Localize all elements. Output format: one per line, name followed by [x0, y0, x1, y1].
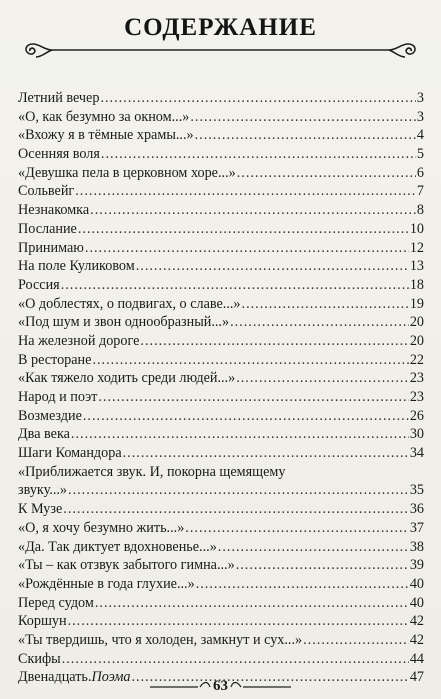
toc-page-number: 42 [409, 631, 424, 648]
toc-leader-dots [196, 575, 409, 594]
toc-entry [18, 650, 424, 669]
toc-entry [18, 351, 424, 370]
toc-leader-dots [236, 556, 409, 575]
toc-entry-title: Народ и поэт [18, 389, 98, 405]
toc-entry [18, 463, 424, 500]
toc-page-number: 12 [409, 239, 424, 256]
toc-leader-dots [123, 444, 409, 463]
toc-page-number: 30 [409, 426, 424, 443]
toc-entry [18, 425, 424, 444]
toc-leader-dots [136, 257, 409, 276]
toc-page-number: 35 [409, 482, 424, 499]
toc-entry [18, 575, 424, 594]
toc-entry-title: Россия [18, 276, 60, 293]
toc-page-number: 23 [409, 370, 424, 387]
toc-entry-title: Принимаю [18, 239, 84, 256]
toc-entry-title: Два века [18, 426, 70, 443]
toc-leader-dots [75, 182, 416, 201]
toc-leader-dots [83, 407, 409, 426]
toc-entry [18, 145, 424, 164]
toc-entry [18, 295, 424, 314]
toc-page-number: 19 [409, 295, 424, 312]
toc-leader-dots [98, 388, 408, 407]
toc-entry [18, 444, 424, 463]
toc-entry-title: «Девушка пела в церковном хоре...» [18, 164, 236, 181]
toc-leader-dots [63, 500, 409, 519]
toc-entry [18, 519, 424, 538]
toc-entry-title: Летний вечер [18, 90, 100, 106]
page-number: 63 [213, 678, 228, 694]
toc-page-number: 3 [416, 108, 424, 125]
toc-entry [18, 631, 424, 650]
toc-entry-title: «Да. Так диктует вдохновенье...» [18, 538, 217, 555]
toc-entry [18, 407, 424, 426]
toc-page-number: 6 [416, 164, 424, 181]
toc-entry [18, 239, 424, 258]
toc-leader-dots [85, 239, 409, 258]
ornament-flourish-right [389, 44, 415, 57]
page-title: СОДЕРЖАНИЕ [124, 14, 317, 41]
toc-entry [18, 276, 424, 295]
toc-entry [18, 201, 424, 220]
toc-entry-title: Двенадцать. [18, 669, 92, 686]
toc-page-number: 20 [409, 332, 424, 349]
toc-page-number: 10 [409, 220, 424, 237]
toc-entry-title: Коршун [18, 613, 67, 630]
toc-page-number: 23 [409, 389, 424, 405]
toc-leader-dots [92, 351, 408, 370]
toc-entry-title: Скифы [18, 650, 61, 667]
toc-leader-dots [242, 295, 409, 314]
toc-page-number: 47 [409, 669, 424, 686]
toc-entry-title-continued: звуку...» [18, 482, 68, 499]
toc-entry [18, 369, 424, 388]
toc-leader-dots [303, 631, 409, 650]
toc-page-number: 34 [409, 445, 424, 462]
toc-entry-title: В ресторане [18, 351, 92, 368]
toc-entry [18, 612, 424, 631]
toc-entry-title: Незнакомка [18, 202, 90, 219]
toc-entry [18, 182, 424, 201]
toc-page-number: 7 [416, 183, 424, 200]
toc-page-number: 5 [416, 146, 424, 163]
toc-entry [18, 388, 424, 407]
toc-page-number: 38 [409, 538, 424, 555]
toc-entry [18, 332, 424, 351]
toc-entry-title: На железной дороге [18, 332, 140, 349]
toc-leader-dots [101, 145, 416, 164]
toc-page-number: 36 [409, 501, 424, 518]
table-of-contents [18, 89, 424, 687]
toc-entry [18, 556, 424, 575]
toc-leader-dots [68, 612, 409, 631]
toc-page-number: 8 [416, 202, 424, 219]
page-footer [0, 675, 441, 699]
toc-leader-dots [68, 481, 409, 500]
toc-page-number: 39 [409, 557, 424, 574]
toc-entry-title: «Приближается звук. И, покорна щемящему [18, 463, 286, 480]
toc-page-number: 40 [409, 575, 424, 592]
toc-entry-title: «О, как безумно за окном...» [18, 108, 190, 125]
toc-entry [18, 594, 424, 613]
toc-leader-dots [100, 89, 415, 108]
toc-leader-dots [218, 538, 409, 557]
toc-entry-title: К Музе [18, 501, 63, 518]
toc-entry-subtitle: Поэма [91, 669, 131, 686]
toc-leader-dots [190, 108, 416, 127]
toc-entry-title: «Как тяжело ходить среди людей...» [18, 370, 236, 387]
toc-entry [18, 538, 424, 557]
toc-entry-title: «О доблестях, о подвигах, о славе...» [18, 295, 241, 312]
toc-entry-title: «Вхожу я в тёмные храмы...» [18, 127, 194, 144]
toc-page-number: 13 [409, 258, 424, 275]
toc-entry [18, 126, 424, 145]
toc-leader-dots [90, 201, 416, 220]
toc-leader-dots [236, 369, 409, 388]
toc-leader-dots [230, 313, 409, 332]
toc-entry-title: Осенняя воля [18, 146, 100, 163]
toc-entry [18, 500, 424, 519]
toc-leader-dots [185, 519, 409, 538]
toc-entry-title: Сольвейг [18, 183, 75, 200]
toc-entry [18, 313, 424, 332]
toc-entry-title: «Под шум и звон однообразный...» [18, 314, 230, 331]
toc-leader-dots [95, 594, 409, 613]
toc-entry-title: На поле Куликовом [18, 258, 135, 275]
toc-entry-title: Послание [18, 220, 77, 237]
toc-page-number: 4 [416, 127, 424, 144]
toc-leader-dots [195, 126, 416, 145]
toc-entry-title: «Ты твердишь, что я холоден, замкнут и сух...» [18, 631, 303, 648]
toc-entry [18, 164, 424, 183]
toc-page-number: 18 [409, 276, 424, 293]
toc-page-number: 44 [409, 650, 424, 667]
toc-page-number: 37 [409, 519, 424, 536]
toc-leader-dots [78, 220, 409, 239]
toc-entry-title: «Ты – как отзвук забытого гимна...» [18, 557, 235, 574]
toc-leader-dots [62, 650, 409, 669]
toc-page-number: 20 [409, 314, 424, 331]
toc-page-number: 22 [409, 351, 424, 368]
toc-page-number: 42 [409, 613, 424, 630]
toc-page-number: 40 [409, 594, 424, 611]
toc-entry-title: «О, я хочу безумно жить...» [18, 519, 185, 536]
toc-entry [18, 108, 424, 127]
toc-entry [18, 257, 424, 276]
title-ornament [18, 40, 423, 60]
toc-page-number: 26 [409, 407, 424, 424]
toc-page-number: 3 [416, 90, 424, 106]
toc-entry-title: Перед судом [18, 594, 94, 611]
toc-entry-title: «Рождённые в года глухие...» [18, 575, 195, 592]
toc-entry-title: Возмездие [18, 407, 82, 424]
toc-leader-dots [71, 425, 409, 444]
toc-entry [18, 220, 424, 239]
toc-entry-title: Шаги Командора [18, 445, 122, 462]
ornament-flourish-left [26, 44, 52, 57]
toc-leader-dots [61, 276, 409, 295]
toc-leader-dots [140, 332, 408, 351]
toc-leader-dots [237, 164, 416, 183]
toc-entry [18, 89, 424, 108]
